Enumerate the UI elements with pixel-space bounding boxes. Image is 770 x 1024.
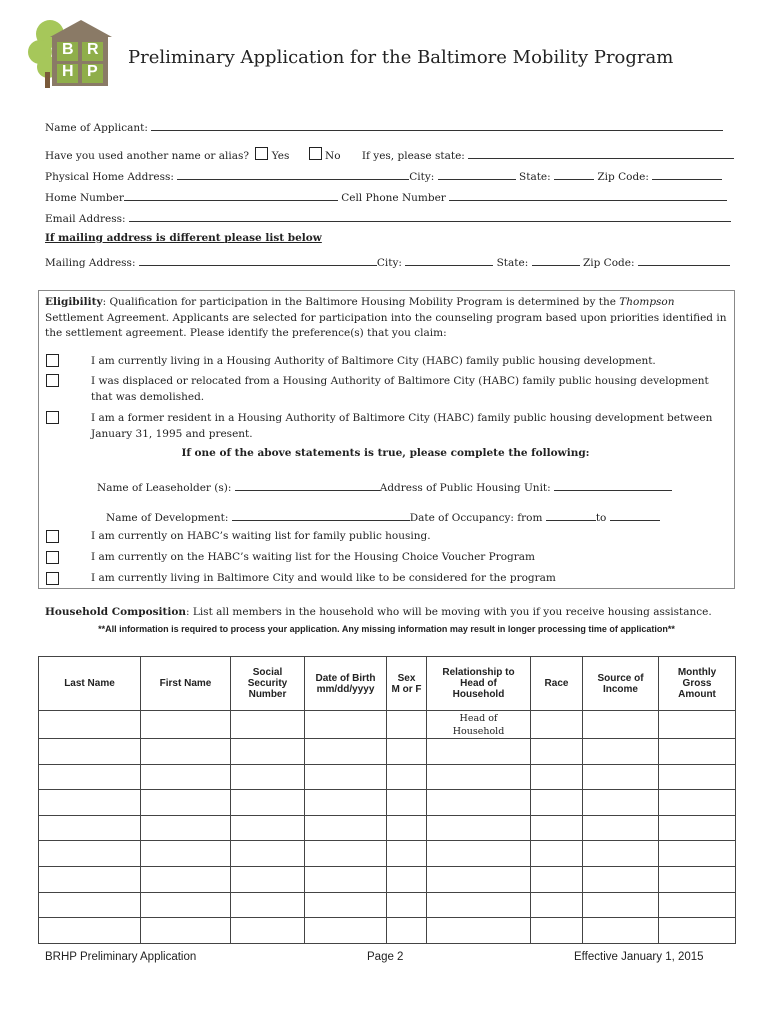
eligibility-label: Eligibility xyxy=(45,296,103,308)
table-row xyxy=(39,764,736,790)
table-cell[interactable] xyxy=(39,764,141,790)
table-cell[interactable] xyxy=(39,892,141,918)
col-last-name: Last Name xyxy=(39,657,141,711)
option-6-text: I am currently living in Baltimore City and would like to be considered for the program xyxy=(91,572,556,584)
table-cell[interactable] xyxy=(141,866,231,892)
table-cell[interactable] xyxy=(305,711,387,739)
table-cell[interactable] xyxy=(39,711,141,739)
alias-yes-label: Yes xyxy=(271,150,290,162)
table-cell[interactable] xyxy=(387,918,427,944)
table-cell[interactable] xyxy=(583,866,659,892)
table-cell[interactable] xyxy=(583,815,659,841)
development-row xyxy=(106,509,660,524)
eligibility-intro xyxy=(45,295,727,342)
table-cell[interactable] xyxy=(583,790,659,816)
table-cell[interactable] xyxy=(305,866,387,892)
household-table xyxy=(38,656,736,944)
table-cell[interactable] xyxy=(427,866,531,892)
name-field[interactable] xyxy=(151,119,723,131)
household-label: Household Composition xyxy=(45,606,186,618)
table-cell[interactable] xyxy=(231,711,305,739)
table-cell[interactable] xyxy=(387,892,427,918)
home-number-field[interactable] xyxy=(124,189,338,201)
table-row xyxy=(39,918,736,944)
leaseholder-label: Name of Leaseholder (s): xyxy=(97,482,232,494)
state-label: State: xyxy=(519,171,551,183)
home-address-row xyxy=(45,168,722,183)
option-5-checkbox[interactable] xyxy=(46,551,59,564)
mailing-state-label: State: xyxy=(496,257,529,269)
table-row xyxy=(39,739,736,765)
col-race: Race xyxy=(531,657,583,711)
leaseholder-row xyxy=(97,479,672,494)
table-cell[interactable] xyxy=(659,790,736,816)
table-cell[interactable] xyxy=(531,711,583,739)
logo-letter-p: P xyxy=(87,63,98,80)
email-field[interactable] xyxy=(129,210,731,222)
table-row xyxy=(39,815,736,841)
table-cell[interactable] xyxy=(141,739,231,765)
logo-letter-h: H xyxy=(62,63,74,80)
option-6-checkbox[interactable] xyxy=(46,572,59,585)
table-row xyxy=(39,866,736,892)
occupancy-from-field[interactable] xyxy=(546,509,596,521)
option-2-checkbox[interactable] xyxy=(46,374,59,387)
eligibility-text-1: : Qualification for participation in the Baltimore Housing Mobility Program is determined by the xyxy=(102,296,620,308)
eligibility-italic: Thompson xyxy=(619,296,675,308)
table-row xyxy=(39,790,736,816)
table-cell[interactable] xyxy=(305,739,387,765)
phone-row xyxy=(45,189,727,204)
table-cell[interactable] xyxy=(531,918,583,944)
table-cell[interactable] xyxy=(583,711,659,739)
table-cell[interactable] xyxy=(231,739,305,765)
table-cell[interactable] xyxy=(427,918,531,944)
col-income-source: Source of Income xyxy=(583,657,659,711)
table-cell[interactable] xyxy=(39,918,141,944)
mailing-row xyxy=(45,254,730,269)
address-unit-label: Address of Public Housing Unit: xyxy=(379,482,551,494)
table-cell[interactable] xyxy=(531,866,583,892)
mailing-heading: If mailing address is different please list below xyxy=(45,232,322,244)
household-header-row xyxy=(39,657,736,711)
alias-no-label: No xyxy=(325,150,341,162)
leaseholder-field[interactable] xyxy=(235,479,380,491)
name-label: Name of Applicant: xyxy=(45,122,148,134)
table-cell[interactable] xyxy=(305,892,387,918)
name-row xyxy=(45,119,723,134)
table-cell[interactable] xyxy=(583,739,659,765)
col-dob: Date of Birth mm/dd/yyyy xyxy=(305,657,387,711)
table-cell[interactable] xyxy=(387,764,427,790)
household-text: : List all members in the household who will be moving with you if you receive housing assistance. xyxy=(185,606,712,618)
option-3-checkbox[interactable] xyxy=(46,411,59,424)
alias-question: Have you used another name or alias? xyxy=(45,150,250,162)
mailing-city-label: City: xyxy=(376,257,402,269)
option-2-text: I was displaced or relocated from a Housing Authority of Baltimore City (HABC) family public housing development that was demolished. xyxy=(91,375,709,403)
mailing-state-field[interactable] xyxy=(532,254,580,266)
state-field[interactable] xyxy=(554,168,594,180)
city-field[interactable] xyxy=(438,168,516,180)
option-3-text: I am a former resident in a Housing Authority of Baltimore City (HABC) family public housing development between January 31, 1995 and present. xyxy=(91,412,713,440)
table-cell[interactable] xyxy=(305,918,387,944)
table-cell[interactable] xyxy=(531,892,583,918)
table-cell[interactable] xyxy=(39,739,141,765)
development-field[interactable] xyxy=(232,509,410,521)
occupancy-label: Date of Occupancy: from xyxy=(409,512,543,524)
mailing-zip-field[interactable] xyxy=(638,254,730,266)
home-number-label: Home Number xyxy=(45,192,124,204)
table-cell[interactable] xyxy=(427,892,531,918)
table-cell[interactable] xyxy=(659,764,736,790)
occupancy-to-field[interactable] xyxy=(610,509,660,521)
alias-yes-checkbox[interactable] xyxy=(255,147,268,160)
home-address-label: Physical Home Address: xyxy=(45,171,174,183)
table-cell[interactable] xyxy=(427,764,531,790)
table-cell[interactable] xyxy=(231,866,305,892)
table-cell[interactable] xyxy=(583,841,659,867)
footer-right: Effective January 1, 2015 xyxy=(574,951,704,963)
alias-row xyxy=(45,147,734,162)
table-cell[interactable] xyxy=(141,764,231,790)
option-1-checkbox[interactable] xyxy=(46,354,59,367)
household-notice: **All information is required to process your application. Any missing information may result in longer processing time of application** xyxy=(98,624,675,634)
table-cell[interactable] xyxy=(583,764,659,790)
table-cell[interactable] xyxy=(427,790,531,816)
city-label: City: xyxy=(409,171,435,183)
table-row xyxy=(39,841,736,867)
alias-if-yes-label: If yes, please state: xyxy=(361,150,465,162)
mailing-label: Mailing Address: xyxy=(45,257,136,269)
footer-page-number: Page 2 xyxy=(367,951,404,963)
table-cell[interactable] xyxy=(39,866,141,892)
table-cell[interactable] xyxy=(39,841,141,867)
address-unit-field[interactable] xyxy=(554,479,672,491)
table-cell[interactable] xyxy=(141,790,231,816)
table-cell[interactable] xyxy=(39,790,141,816)
option-4-checkbox[interactable] xyxy=(46,530,59,543)
brhp-logo xyxy=(28,12,118,90)
follow-heading: If one of the above statements is true, please complete the following: xyxy=(181,447,590,459)
table-cell[interactable] xyxy=(659,866,736,892)
table-cell[interactable] xyxy=(141,711,231,739)
logo-letter-r: R xyxy=(87,41,99,58)
eligibility-text-2: Settlement Agreement. Applicants are selected for participation into the counseling program based upon priorities identified in the settlement agreement. Please identify the preference(s) that you claim: xyxy=(45,311,727,339)
occupancy-to-label: to xyxy=(595,512,607,524)
development-label: Name of Development: xyxy=(106,512,229,524)
table-cell[interactable] xyxy=(305,815,387,841)
table-cell[interactable] xyxy=(305,790,387,816)
option-5-text: I am currently on the HABC’s waiting list for the Housing Choice Voucher Program xyxy=(91,551,536,563)
table-cell[interactable] xyxy=(305,764,387,790)
table-cell[interactable] xyxy=(387,711,427,739)
table-cell[interactable] xyxy=(141,918,231,944)
alias-field[interactable] xyxy=(468,147,734,159)
table-cell[interactable] xyxy=(387,739,427,765)
table-cell[interactable] xyxy=(141,892,231,918)
table-cell[interactable] xyxy=(231,815,305,841)
table-cell[interactable] xyxy=(427,739,531,765)
table-row xyxy=(39,711,736,739)
zip-label: Zip Code: xyxy=(597,171,649,183)
col-monthly-gross: Monthly Gross Amount xyxy=(659,657,736,711)
home-address-field[interactable] xyxy=(177,168,409,180)
cell-number-label: Cell Phone Number xyxy=(341,192,446,204)
footer-left: BRHP Preliminary Application xyxy=(45,951,197,963)
logo-letter-b: B xyxy=(62,41,74,58)
table-cell[interactable] xyxy=(531,764,583,790)
table-cell[interactable] xyxy=(531,841,583,867)
col-first-name: First Name xyxy=(141,657,231,711)
table-cell[interactable] xyxy=(387,790,427,816)
table-cell[interactable] xyxy=(141,841,231,867)
email-label: Email Address: xyxy=(45,213,126,225)
table-cell[interactable] xyxy=(659,711,736,739)
table-cell[interactable] xyxy=(659,815,736,841)
mailing-zip-label: Zip Code: xyxy=(582,257,635,269)
table-cell[interactable] xyxy=(231,764,305,790)
table-cell[interactable] xyxy=(427,815,531,841)
table-cell[interactable] xyxy=(39,815,141,841)
table-cell[interactable] xyxy=(531,790,583,816)
table-cell[interactable] xyxy=(231,841,305,867)
cell-number-field[interactable] xyxy=(449,189,727,201)
table-cell[interactable] xyxy=(583,918,659,944)
option-4-text: I am currently on HABC’s waiting list for family public housing. xyxy=(91,530,431,542)
alias-no-checkbox[interactable] xyxy=(309,147,322,160)
table-cell[interactable] xyxy=(231,892,305,918)
table-cell[interactable] xyxy=(387,866,427,892)
table-cell[interactable] xyxy=(659,918,736,944)
head-of-household-cell: Head of Household xyxy=(427,711,531,739)
mailing-city-field[interactable] xyxy=(405,254,493,266)
table-cell[interactable] xyxy=(231,790,305,816)
table-cell[interactable] xyxy=(659,739,736,765)
household-heading xyxy=(45,606,712,618)
table-cell[interactable] xyxy=(231,918,305,944)
table-cell[interactable] xyxy=(427,841,531,867)
mailing-address-field[interactable] xyxy=(139,254,377,266)
table-cell[interactable] xyxy=(583,892,659,918)
table-cell[interactable] xyxy=(305,841,387,867)
table-cell[interactable] xyxy=(141,815,231,841)
table-cell[interactable] xyxy=(659,841,736,867)
table-cell[interactable] xyxy=(387,841,427,867)
page-title: Preliminary Application for the Baltimore Mobility Program xyxy=(128,47,674,68)
col-relationship: Relationship to Head of Household xyxy=(427,657,531,711)
table-cell[interactable] xyxy=(531,815,583,841)
table-cell[interactable] xyxy=(659,892,736,918)
zip-field[interactable] xyxy=(652,168,722,180)
col-ssn: Social Security Number xyxy=(231,657,305,711)
table-cell[interactable] xyxy=(387,815,427,841)
col-sex: Sex M or F xyxy=(387,657,427,711)
table-cell[interactable] xyxy=(531,739,583,765)
option-1-text: I am currently living in a Housing Authority of Baltimore City (HABC) family public housing development. xyxy=(91,355,656,367)
email-row xyxy=(45,210,731,225)
table-row xyxy=(39,892,736,918)
